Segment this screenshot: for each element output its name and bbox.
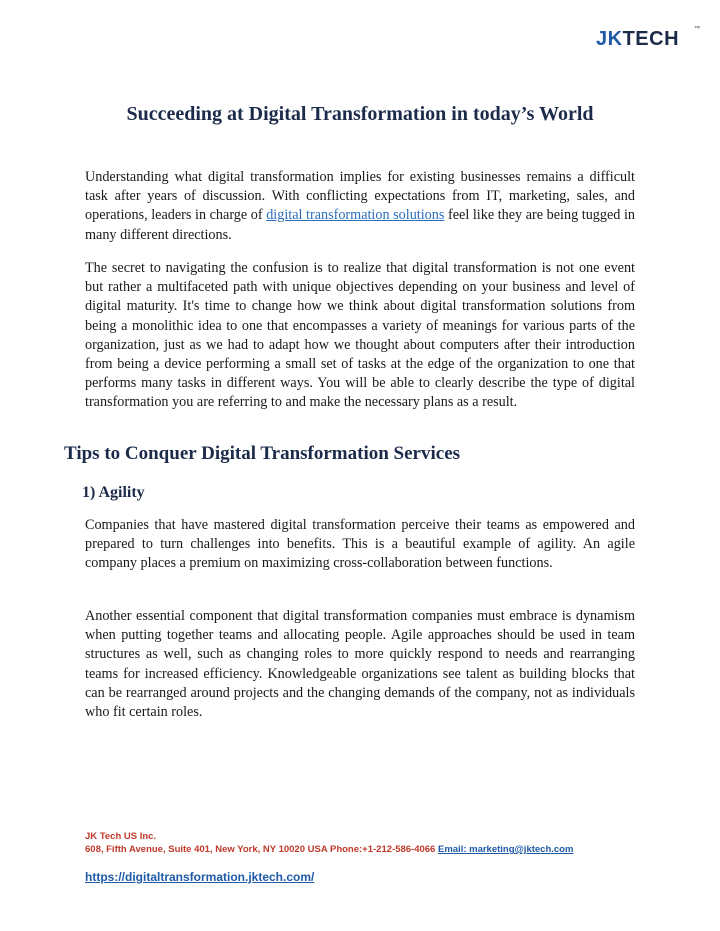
digital-transformation-solutions-link[interactable]: digital transformation solutions	[266, 207, 445, 224]
intro-text-before: Understanding what digital transformation implies for existing businesses remains a difficult task after years of discussion. With conflicting expectations from IT, marketing, sales, and operations, leaders in charge of	[85, 169, 635, 224]
footer-address-line	[85, 844, 685, 856]
agility-paragraph-2: Another essential component that digital transformation companies must embrace is dynamism when putting together teams and allocating people. Agile approaches should be used in team structures as well, such as changing roles to more quickly respond to needs and rearranging teams for increased efficiency. Knowledgeable organizations see talent as building blocks that can be rearranged around projects and the changing demands of the company, not as individuals who fit certain roles.	[85, 608, 635, 721]
footer-address: 608, Fifth Avenue, Suite 401, New York, NY 10020 USA Phone:+1-212-586-4066	[85, 844, 438, 855]
logo-trademark: ™	[694, 26, 700, 32]
intro-text-after: feel like they are being tugged in many different directions.	[85, 207, 636, 243]
logo-jk: JK	[596, 28, 623, 50]
agility-paragraph-1: Companies that have mastered digital transformation perceive their teams as empowered and prepared to turn challenges into benefits. This is a beautiful example of agility. An agile company places a premium on maximizing cross-collaboration between functions.	[85, 517, 635, 572]
document-title: Succeeding at Digital Transformation in today’s World	[126, 103, 594, 125]
footer-company: JK Tech US Inc.	[85, 831, 157, 842]
section-heading: Tips to Conquer Digital Transformation Services	[64, 443, 461, 464]
confusion-paragraph: The secret to navigating the confusion is to realize that digital transformation is not one event but rather a multifaceted path with unique objectives depending on your business and level of digital maturity. It's time to change how we think about digital transformation solutions from being a monolithic idea to one that encompasses a variety of meanings for various parts of the organization, just as we had to adapt how we thought about computers after their introduction from being a device performing a small set of tasks at the edge of the organization to one that performs many tasks in different ways. You will be able to clearly describe the type of digital transformation you are referring to and make the necessary plans as a result.	[85, 260, 635, 411]
footer-email-link[interactable]: Email: marketing@jktech.com	[437, 844, 574, 855]
logo-tech: TECH	[622, 28, 680, 50]
intro-paragraph	[85, 168, 635, 245]
jktech-logo	[596, 28, 706, 54]
footer-website-link[interactable]: https://digitaltransformation.jktech.com/	[85, 870, 315, 884]
agility-subheading: 1) Agility	[82, 484, 145, 501]
